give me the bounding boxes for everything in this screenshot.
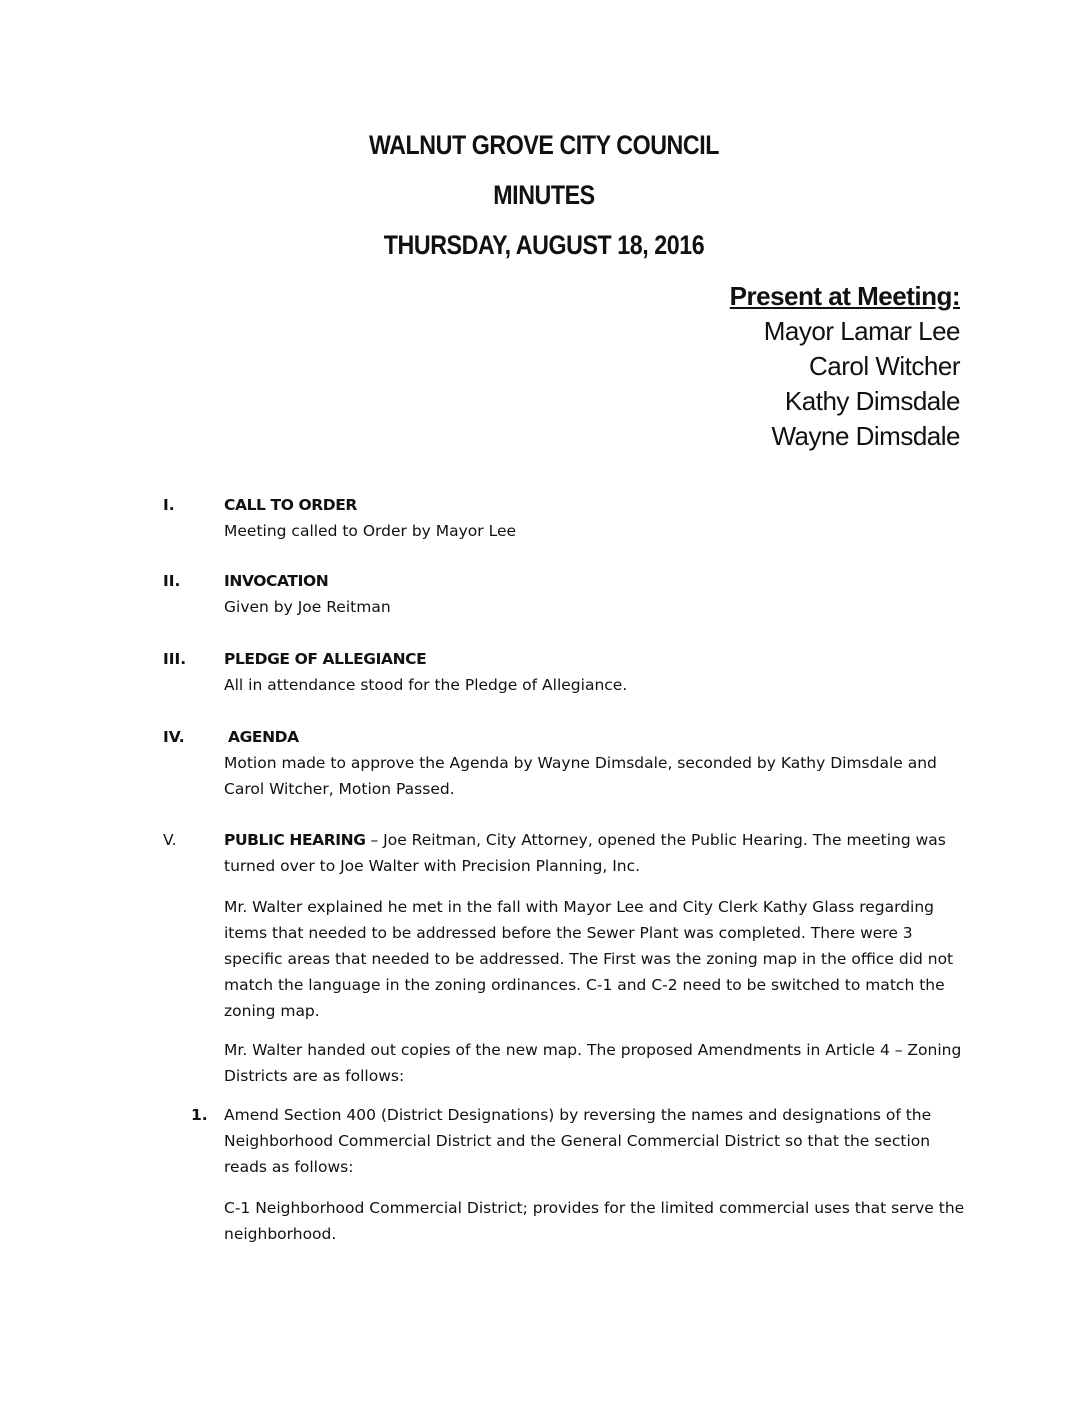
section-numeral: II. bbox=[163, 572, 181, 590]
attendee-name: Mayor Lamar Lee bbox=[763, 316, 960, 346]
section-public-hearing bbox=[163, 827, 963, 879]
section-text: Given by Joe Reitman bbox=[224, 598, 391, 616]
section-title: PUBLIC HEARING bbox=[224, 831, 366, 849]
meeting-date: THURSDAY, AUGUST 18, 2016 bbox=[383, 230, 705, 260]
section-pledge bbox=[163, 646, 963, 698]
section-numeral: III. bbox=[163, 650, 187, 668]
amendment-number: 1. bbox=[191, 1106, 208, 1124]
document-subtitle: MINUTES bbox=[493, 180, 595, 210]
amendment-item bbox=[191, 1102, 966, 1247]
section-numeral: V. bbox=[163, 831, 177, 849]
section-text: Meeting called to Order by Mayor Lee bbox=[224, 522, 517, 540]
section-numeral: IV. bbox=[163, 728, 185, 746]
attendee-name: Wayne Dimsdale bbox=[771, 421, 960, 451]
section-text: Motion made to approve the Agenda by Wayne Dimsdale, seconded by Kathy Dimsdale and Carol Witcher, Motion Passed. bbox=[224, 754, 937, 798]
body-paragraph: Mr. Walter explained he met in the fall with Mayor Lee and City Clerk Kathy Glass regarding items that needed to be addressed before the Sewer Plant was completed. There were 3 specific areas that needed to be addressed. The First was the zoning map in the office did not match the language in the zoning ordinances. C-1 and C-2 need to be switched to match the zoning map. bbox=[224, 898, 954, 1020]
section-title: INVOCATION bbox=[224, 572, 329, 590]
section-text: – Joe Reitman, City Attorney, opened the Public Hearing. The meeting was turned over to Joe Walter with Precision Planning, Inc. bbox=[224, 831, 946, 875]
section-title: AGENDA bbox=[228, 728, 299, 746]
body-paragraph: Mr. Walter handed out copies of the new map. The proposed Amendments in Article 4 – Zoning Districts are as follows: bbox=[224, 1041, 962, 1085]
document-title: WALNUT GROVE CITY COUNCIL bbox=[368, 130, 720, 160]
amendment-subtext: C-1 Neighborhood Commercial District; provides for the limited commercial uses that serve the neighborhood. bbox=[224, 1199, 965, 1243]
amendment-text: Amend Section 400 (District Designations) by reversing the names and designations of the Neighborhood Commercial District and the General Commercial District so that the section reads as follows: bbox=[224, 1106, 932, 1176]
section-title: PLEDGE OF ALLEGIANCE bbox=[224, 650, 427, 668]
attendee-name: Carol Witcher bbox=[809, 351, 960, 381]
section-title: CALL TO ORDER bbox=[224, 496, 357, 514]
section-call-to-order bbox=[163, 492, 963, 544]
section-invocation bbox=[163, 568, 963, 620]
attendance-heading: Present at Meeting: bbox=[729, 281, 960, 311]
section-numeral: I. bbox=[163, 496, 175, 514]
attendee-name: Kathy Dimsdale bbox=[784, 386, 960, 416]
section-text: All in attendance stood for the Pledge of Allegiance. bbox=[224, 676, 628, 694]
attendance-block bbox=[560, 280, 960, 454]
section-agenda bbox=[163, 724, 963, 802]
